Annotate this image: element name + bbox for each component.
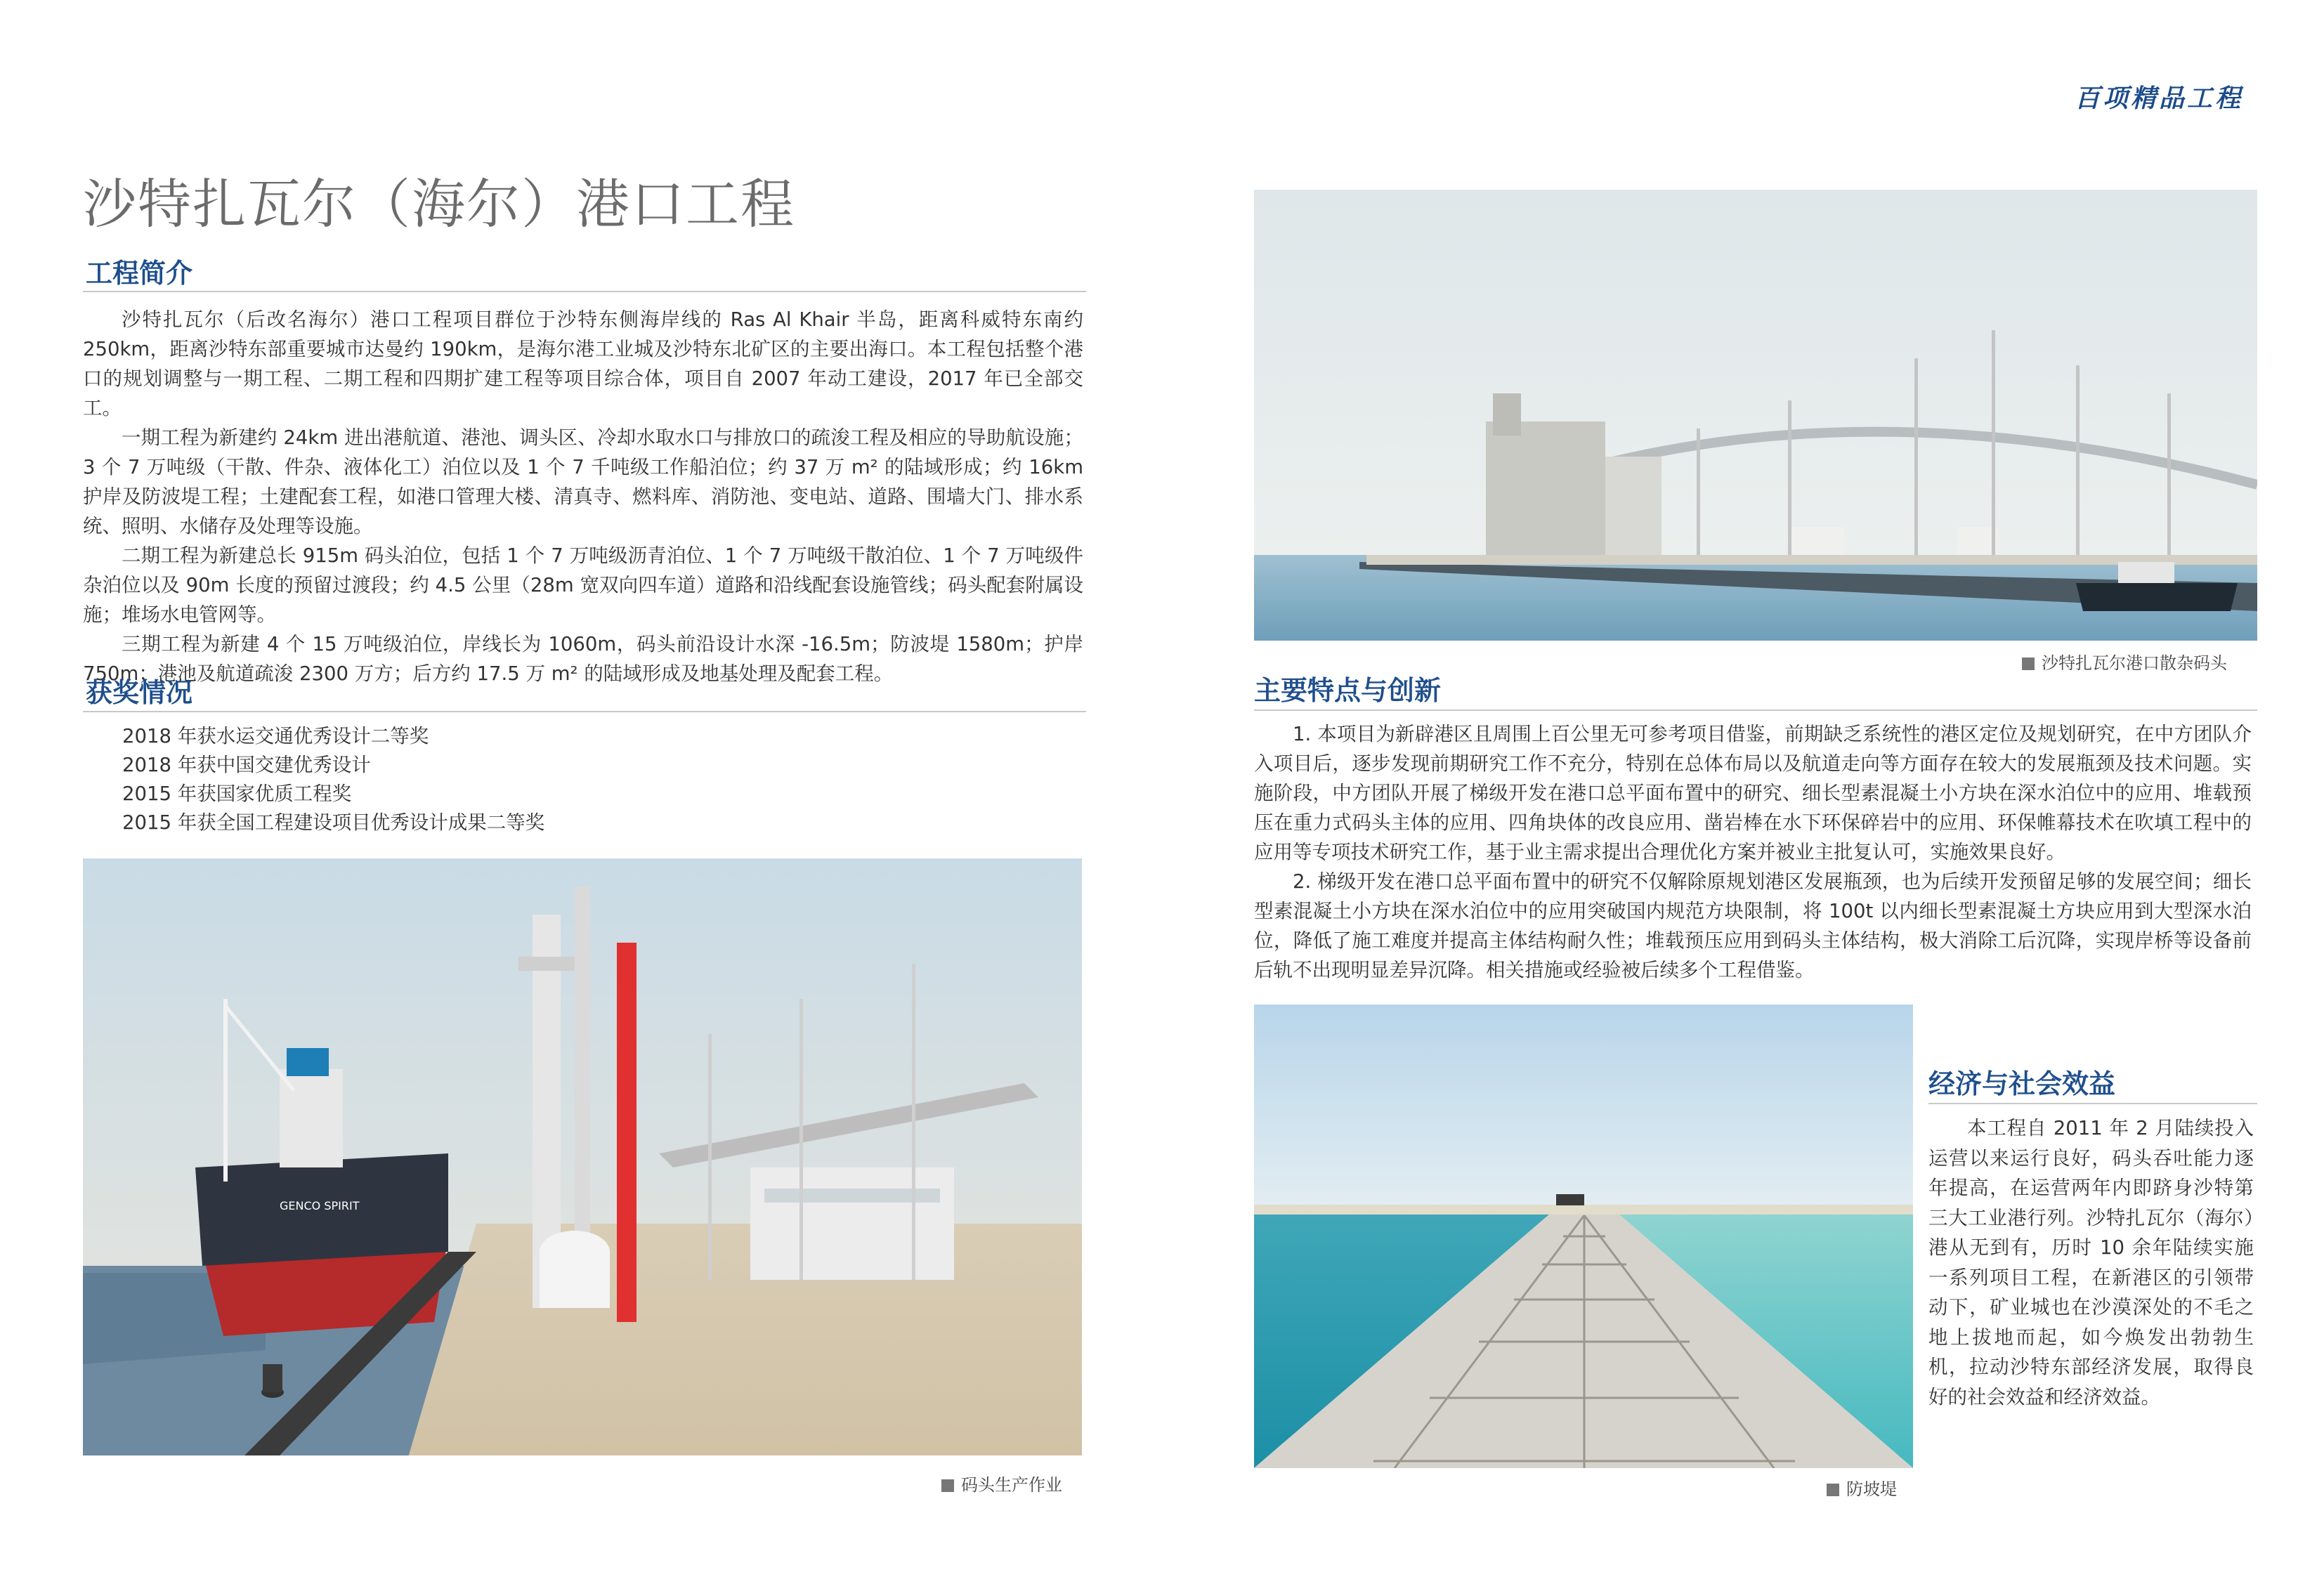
caption-breakwater	[1827, 1475, 1897, 1500]
intro-paragraph-3: 二期工程为新建总长 915m 码头泊位，包括 1 个 7 万吨级沥青泊位、1 个 7 万吨级干散泊位、1 个 7 万吨级件杂泊位以及 90m 长度的预留过渡段；约 4.5 公里（28m 宽双向四车道）道路和沿线配套设施管线；码头配套附属设施；堆场水电管网等。	[83, 544, 1083, 626]
intro-heading: 工程简介	[86, 258, 193, 289]
economic-divider	[1928, 1103, 2257, 1104]
economic-heading: 经济与社会效益	[1928, 1068, 2116, 1099]
caption-square-icon	[1827, 1484, 1839, 1496]
intro-divider	[83, 291, 1086, 292]
award-item: 2015 年获全国工程建设项目优秀设计成果二等奖	[122, 811, 545, 834]
caption-terminal	[2022, 649, 2227, 674]
awards-list	[83, 722, 1081, 837]
award-item: 2018 年获水运交通优秀设计二等奖	[122, 725, 429, 747]
wharf-illustration	[83, 858, 1082, 1455]
features-heading: 主要特点与创新	[1254, 675, 1442, 706]
features-divider	[1254, 709, 2257, 711]
terminal-illustration	[1254, 190, 2257, 641]
caption-wharf-text: 码头生产作业	[961, 1475, 1062, 1495]
features-paragraph-1: 1. 本项目为新辟港区且周围上百公里无可参考项目借鉴，前期缺乏系统性的港区定位及规划研究，在中方团队介入项目后，逐步发现前期研究工作不充分，特别在总体布局以及航道走向等方面存在较大的发展瓶颈及技术问题。实施阶段，中方团队开展了梯级开发在港口总平面布置中的研究、细长型素混凝土小方块在深水泊位中的应用、堆载预压在重力式码头主体的应用、四角块体的改良应用、凿岩棒在水下环保碎岩中的应用、环保帷幕技术在吹填工程中的应用等专项技术研究工作，基于业主需求提出合理优化方案并被业主批复认可，实施效果良好。	[1254, 723, 2252, 863]
caption-square-icon	[2022, 657, 2035, 670]
brand-header: 百项精品工程	[2074, 84, 2243, 113]
economic-paragraph: 本工程自 2011 年 2 月陆续投入运营以来运行良好，码头吞吐能力逐年提高，在运营两年内即跻身沙特第三大工业港行列。沙特扎瓦尔（海尔）港从无到有，历时 10 余年陆续实施一系列项目工程，在新港区的引领带动下，矿业城也在沙漠深处的不毛之地上拔地而起，如今焕发出勃勃生机，拉动沙特东部经济发展，取得良好的社会效益和经济效益。	[1928, 1117, 2254, 1408]
caption-square-icon	[941, 1479, 954, 1492]
economic-body	[1928, 1113, 2254, 1412]
intro-paragraph-4: 三期工程为新建 4 个 15 万吨级泊位，岸线长为 1060m，码头前沿设计水深 -16.5m；防波堤 1580m；护岸 750m；港池及航道疏浚 2300 万方；后方约 17.5 万 m² 的陆域形成及地基处理及配套工程。	[83, 633, 1083, 685]
features-body	[1254, 719, 2252, 985]
page-title: 沙特扎瓦尔（海尔）港口工程	[83, 173, 795, 235]
breakwater-illustration	[1254, 1005, 1913, 1468]
intro-paragraph-1: 沙特扎瓦尔（后改名海尔）港口工程项目群位于沙特东侧海岸线的 Ras Al Khair 半岛，距离科威特东南约 250km，距离沙特东部重要城市达曼约 190km，是海尔港工业城及沙特东北矿区的主要出海口。本工程包括整个港口的规划调整与一期工程、二期工程和四期扩建工程等项目综合体，项目自 2007 年动工建设，2017 年已全部交工。	[83, 308, 1083, 419]
ship-name: GENCO SPIRIT	[280, 1199, 360, 1212]
features-paragraph-2: 2. 梯级开发在港口总平面布置中的研究不仅解除原规划港区发展瓶颈，也为后续开发预留足够的发展空间；细长型素混凝土小方块在深水泊位中的应用突破国内规范方块限制，将 100t 以内细长型素混凝土方块应用到大型深水泊位，降低了施工难度并提高主体结构耐久性；堆载预压应用到码头主体结构，极大消除工后沉降，实现岸桥等设备前后轨不出现明显差异沉降。相关措施或经验被后续多个工程借鉴。	[1254, 870, 2252, 981]
intro-paragraph-2: 一期工程为新建约 24km 进出港航道、港池、调头区、冷却水取水口与排放口的疏浚工程及相应的导助航设施；3 个 7 万吨级（干散、件杂、液体化工）泊位以及 1 个 7 千吨级工作船泊位；约 37 万 m² 的陆域形成；约 16km 护岸及防波堤工程；土建配套工程，如港口管理大楼、清真寺、燃料库、消防池、变电站、道路、围墙大门、排水系统、照明、水储存及处理等设施。	[83, 426, 1084, 537]
caption-wharf	[941, 1471, 1062, 1496]
award-item: 2015 年获国家优质工程奖	[122, 783, 352, 805]
award-item: 2018 年获中国交建优秀设计	[122, 754, 371, 776]
awards-heading: 获奖情况	[86, 677, 193, 708]
caption-terminal-text: 沙特扎瓦尔港口散杂码头	[2042, 653, 2227, 673]
photo-wharf-operations	[83, 858, 1082, 1455]
awards-divider	[83, 711, 1086, 712]
photo-breakwater	[1254, 1005, 1913, 1468]
photo-terminal	[1254, 190, 2257, 641]
caption-breakwater-text: 防坡堤	[1846, 1479, 1897, 1499]
intro-body	[83, 305, 1083, 688]
